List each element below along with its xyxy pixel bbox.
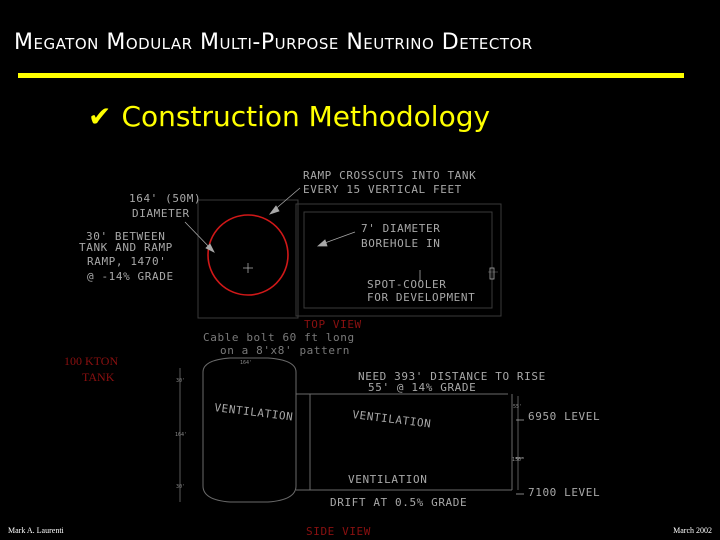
bullet-text: Construction Methodology (121, 100, 491, 133)
label-tank-1: 100 KTON (64, 354, 119, 368)
leader-lines (185, 188, 420, 282)
dim-164-top: 164' (240, 360, 253, 366)
leader-borehole (322, 232, 355, 244)
dim-30-a: 30' (176, 378, 186, 384)
label-7100-level: 7100 LEVEL (528, 486, 601, 499)
tank-side-outline (203, 358, 296, 502)
footer-author: Mark A. Laurenti (8, 526, 64, 535)
label-between-1: 30' BETWEEN (86, 230, 166, 243)
label-cable-bolt-2: on a 8'x8' pattern (220, 344, 351, 357)
arrowhead-borehole (318, 240, 327, 246)
checkmark-icon: ✔ (88, 100, 112, 133)
top-view-box (198, 200, 298, 318)
label-ramp-2: @ -14% GRADE (87, 270, 174, 283)
label-ramp-1: RAMP, 1470' (87, 255, 167, 268)
footer-date: March 2002 (673, 526, 712, 535)
label-borehole-2: BOREHOLE IN (361, 237, 441, 250)
label-between-2: TANK AND RAMP (79, 241, 173, 254)
label-diameter-2: DIAMETER (132, 207, 190, 220)
label-borehole-1: 7' DIAMETER (361, 222, 441, 235)
label-tank-2: TANK (82, 370, 115, 384)
dim-164-side: 164' (175, 432, 188, 438)
label-ramp-crosscuts-1: RAMP CROSSCUTS INTO TANK (303, 169, 477, 182)
slide-title: Megaton Modular Multi-Purpose Neutrino Detector (14, 30, 533, 55)
label-cable-bolt-1: Cable bolt 60 ft long (203, 331, 355, 344)
dim-150: 150' (512, 457, 525, 463)
label-ventilation-ramp: VENTILATION (351, 408, 433, 431)
label-diameter-1: 164' (50M) (129, 192, 202, 205)
label-spot-cooler-1: SPOT-COOLER (367, 278, 447, 291)
label-ventilation-tank: VENTILATION (213, 401, 295, 424)
tank-circle-top-view (208, 215, 288, 295)
label-top-view: TOP VIEW (304, 318, 362, 331)
center-cross (243, 263, 253, 273)
label-spot-cooler-2: FOR DEVELOPMENT (367, 291, 476, 304)
label-side-view: SIDE VIEW (306, 525, 372, 538)
dim-30-b: 30' (176, 484, 186, 490)
label-drift-grade: DRIFT AT 0.5% GRADE (330, 496, 468, 509)
label-6950-level: 6950 LEVEL (528, 410, 601, 423)
dim-55: 55' (513, 404, 523, 410)
label-ventilation-drift: VENTILATION (348, 473, 428, 486)
label-need-distance-2: 55' @ 14% GRADE (368, 381, 477, 394)
label-need-distance-1: NEED 393' DISTANCE TO RISE (358, 370, 546, 383)
label-ramp-crosscuts-2: EVERY 15 VERTICAL FEET (303, 183, 462, 196)
